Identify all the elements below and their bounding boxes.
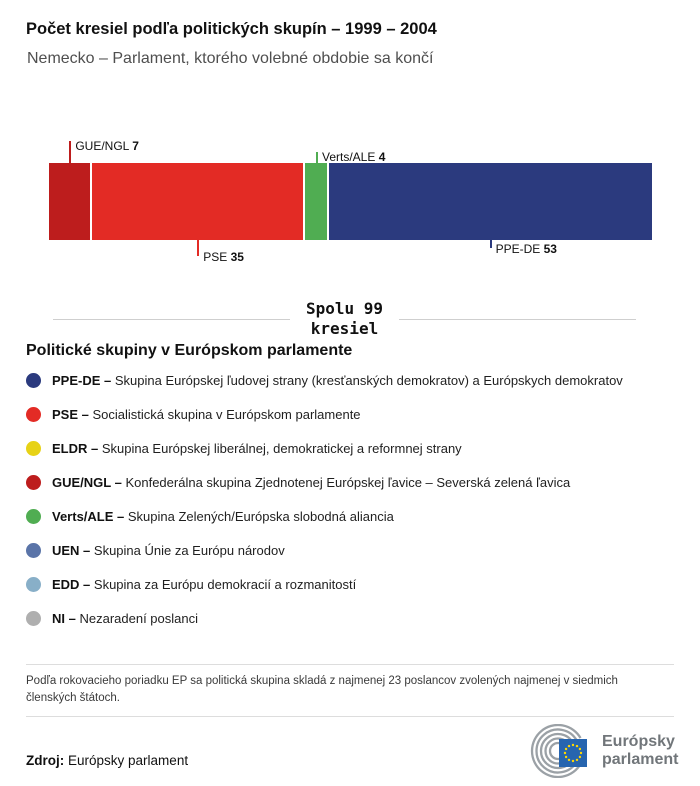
- divider-bottom: [26, 716, 674, 717]
- logo-text: Európsky parlament: [602, 733, 679, 768]
- legend-color-dot: [26, 543, 41, 558]
- total-seats-row: [26, 299, 674, 339]
- legend-item-text: NI – Nezaradení poslanci: [52, 610, 198, 626]
- segment-label: PPE-DE 53: [495, 242, 557, 256]
- bar-segment-verts-ale: [305, 163, 329, 240]
- eu-flag-icon: [559, 739, 587, 767]
- right-rule: [399, 319, 636, 320]
- legend-item-text: GUE/NGL – Konfederálna skupina Zjednotenej Európskej ľavice – Severská zelená ľavica: [52, 474, 571, 490]
- legend-item-text: ELDR – Skupina Európskej liberálnej, demokratickej a reformnej strany: [52, 440, 462, 456]
- legend-item-text: UEN – Skupina Únie za Európu národov: [52, 542, 285, 558]
- total-seats-label: Spolu 99 kresiel: [305, 299, 384, 338]
- legend-item-verts-ale: [26, 508, 674, 524]
- legend-color-dot: [26, 611, 41, 626]
- legend-item-gue-ngl: [26, 474, 674, 490]
- legend-item-ppe-de: [26, 372, 674, 388]
- legend-color-dot: [26, 577, 41, 592]
- segment-label: PSE 35: [203, 250, 244, 264]
- left-rule: [53, 319, 290, 320]
- callout-tick: [490, 240, 492, 248]
- seat-distribution-chart: [49, 135, 652, 265]
- legend: [26, 372, 674, 644]
- bar-segment-gue-ngl: [49, 163, 92, 240]
- legend-item-pse: [26, 406, 674, 422]
- legend-item-eldr: [26, 440, 674, 456]
- legend-item-text: Verts/ALE – Skupina Zelených/Európska slobodná aliancia: [52, 508, 394, 524]
- legend-color-dot: [26, 475, 41, 490]
- source-label: Zdroj:: [26, 753, 65, 768]
- segment-label: GUE/NGL 7: [75, 139, 139, 153]
- legend-color-dot: [26, 373, 41, 388]
- callout-tick: [69, 141, 71, 163]
- legend-item-uen: [26, 542, 674, 558]
- legend-heading: Politické skupiny v Európskom parlamente: [26, 342, 353, 359]
- legend-item-text: PSE – Socialistická skupina v Európskom parlamente: [52, 406, 361, 422]
- legend-item-text: EDD – Skupina za Európu demokracií a rozmanitostí: [52, 576, 357, 592]
- european-parliament-logo: [528, 724, 678, 778]
- legend-color-dot: [26, 441, 41, 456]
- legend-item-edd: [26, 576, 674, 592]
- source-value: Európsky parlament: [68, 753, 189, 768]
- page-title: Počet kresiel podľa politických skupín – 1999 – 2004: [26, 20, 437, 38]
- parliament-hemicycle-icon: [528, 724, 596, 778]
- divider-top: [26, 664, 674, 665]
- legend-color-dot: [26, 407, 41, 422]
- legend-item-text: PPE-DE – Skupina Európskej ľudovej strany (kresťanských demokratov) a Európskych demokratov: [52, 372, 623, 388]
- footnote: Podľa rokovacieho poriadku EP sa politická skupina skladá z najmenej 23 poslancov zvolených najmenej v siedmich členských štátoch.: [26, 675, 618, 704]
- legend-color-dot: [26, 509, 41, 524]
- bar-segment-ppe-de: [329, 163, 652, 240]
- callout-tick: [197, 240, 199, 256]
- source-line: [26, 753, 188, 768]
- stacked-bar: [49, 163, 652, 240]
- callout-tick: [316, 152, 318, 163]
- segment-label: Verts/ALE 4: [321, 150, 386, 164]
- page-subtitle: Nemecko – Parlament, ktorého volebné obdobie sa končí: [27, 50, 434, 67]
- bar-segment-pse: [92, 163, 305, 240]
- legend-item-ni: [26, 610, 674, 626]
